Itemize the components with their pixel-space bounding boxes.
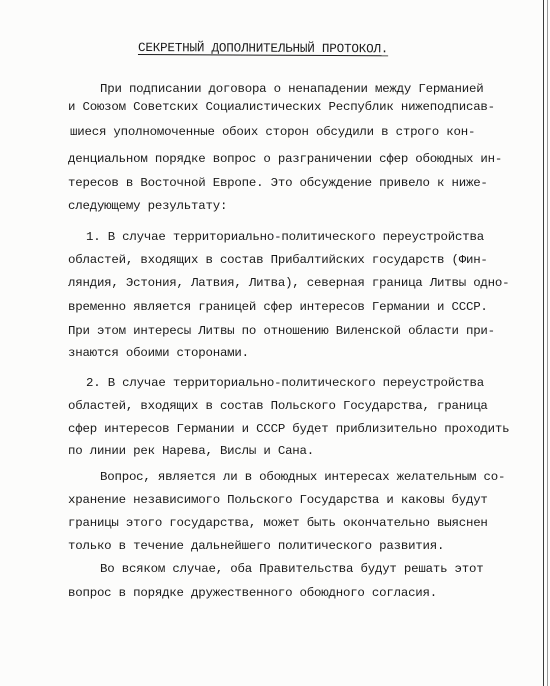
document-title: СЕКРЕТНЫЙ ДОПОЛНИТЕЛЬНЫЙ ПРОТОКОЛ.: [137, 41, 389, 57]
text-line: денциальном порядке вопрос о разграничении сфер обоюдных ин-: [68, 152, 503, 166]
text-line: следующему результату:: [68, 199, 228, 213]
paragraph-4-line: вопрос в порядке дружественного обоюдного согласия.: [68, 586, 438, 600]
paragraph-3-line: только в течение дальнейшего политического развития.: [68, 539, 445, 553]
page-edge-shadow: [543, 0, 544, 686]
paragraph-2-line: сфер интересов Германии и СССР будет приблизительно проходить: [68, 422, 510, 436]
paragraph-1-line: областей, входящих в состав Прибалтийских государств (Фин-: [68, 253, 488, 267]
text-line: шиеся уполномоченные обоих сторон обсудили в строго кон-: [70, 125, 476, 139]
paragraph-3-line: Вопрос, является ли в обоюдных интересах желательным со-: [100, 470, 506, 484]
paragraph-2-line: областей, входящих в состав Польского Государства, граница: [68, 399, 488, 413]
paragraph-1-line: временно является границей сфер интересов Германии и СССР.: [68, 300, 488, 314]
paragraph-1-line: ляндия, Эстония, Латвия, Литва), северная граница Литвы одно-: [68, 276, 510, 290]
paragraph-1-line: 1. В случае территориально-политического переустройства: [86, 230, 484, 244]
text-line: При подписании договора о ненападении между Германией: [100, 82, 484, 96]
text-line: тересов в Восточной Европе. Это обсуждение привело к ниже-: [68, 176, 488, 190]
paragraph-2-line: по линии рек Нарева, Вислы и Сана.: [68, 444, 315, 458]
page-edge-line: [547, 0, 548, 686]
paragraph-4-line: Во всяком случае, оба Правительства будут решать этот: [100, 562, 484, 576]
text-line: и Союзом Советских Социалистических Республик нижеподписав-: [68, 100, 495, 114]
paragraph-1-line: При этом интересы Литвы по отношению Виленской области при-: [68, 324, 495, 338]
paragraph-3-line: хранение независимого Польского Государства и каковы будут: [68, 493, 488, 507]
paragraph-1-line: знаются обоими сторонами.: [68, 346, 249, 360]
paragraph-3-line: границы этого государства, может быть окончательно выяснен: [68, 516, 488, 530]
paragraph-2-line: 2. В случае территориально-политического переустройства: [86, 376, 484, 390]
